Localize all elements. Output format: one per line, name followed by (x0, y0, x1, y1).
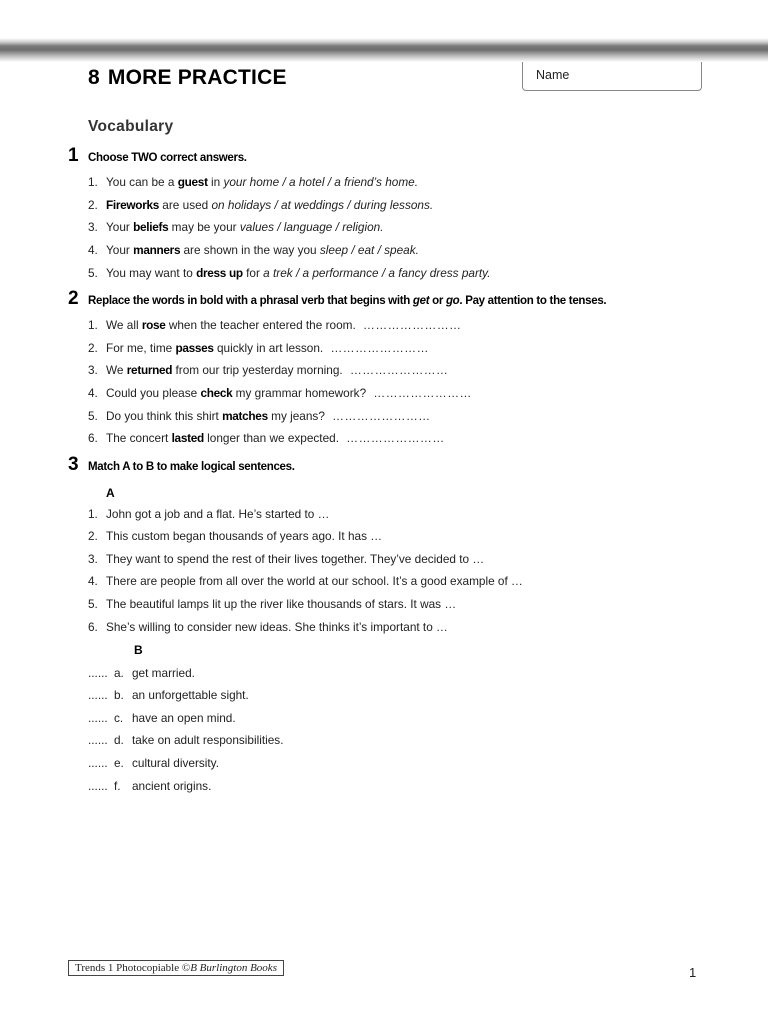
answer-options[interactable]: sleep / eat / speak. (319, 243, 419, 257)
ex3-a-item: 6. She’s willing to consider new ideas. She thinks it’s important to … (88, 620, 448, 634)
answer-options[interactable]: values / language / religion. (239, 220, 384, 234)
ex1-item: 2. Fireworks are used on holidays / at weddings / during lessons. (88, 198, 434, 212)
ex3-a-item: 5. The beautiful lamps lit up the river like thousands of stars. It was … (88, 597, 457, 611)
ex2-item: 1. We all rose when the teacher entered the room. …………………… (88, 318, 462, 332)
column-b-heading: B (134, 643, 143, 657)
answer-blank[interactable]: …………………… (332, 409, 431, 423)
column-a-heading: A (106, 486, 115, 500)
page-title (88, 66, 287, 90)
name-label: Name (536, 68, 570, 82)
ex2-item: 3. We returned from our trip yesterday morning. …………………… (88, 363, 449, 377)
ex3-a-item: 1. John got a job and a flat. He’s started to … (88, 507, 330, 521)
exercise-3-instruction: Match A to B to make logical sentences. (88, 461, 295, 473)
page-number: 1 (689, 965, 697, 980)
match-blank[interactable]: ...... (88, 733, 108, 747)
answer-options[interactable]: a trek / a performance / a fancy dress party. (263, 266, 491, 280)
answer-blank[interactable]: …………………… (346, 431, 445, 445)
answer-blank[interactable]: …………………… (363, 318, 462, 332)
ex1-item: 3. Your beliefs may be your values / language / religion. (88, 220, 384, 234)
exercise-1-instruction: Choose TWO correct answers. (88, 152, 247, 164)
section-heading: Vocabulary (88, 118, 174, 135)
unit-number: 8 (88, 66, 100, 89)
ex3-b-item: ...... a. get married. (88, 666, 195, 680)
answer-options[interactable]: on holidays / at weddings / during lessons. (211, 198, 434, 212)
ex3-a-item: 4. There are people from all over the world at our school. It’s a good example of … (88, 574, 523, 588)
ex3-b-item: ...... e. cultural diversity. (88, 756, 219, 770)
ex3-b-item: ...... c. have an open mind. (88, 711, 236, 725)
ex3-b-item: ...... d. take on adult responsibilities. (88, 733, 284, 747)
ex2-item: 2. For me, time passes quickly in art lesson. …………………… (88, 341, 429, 355)
name-box[interactable] (522, 62, 702, 91)
publisher-brand: B Burlington Books (190, 962, 277, 974)
exercise-2-number: 2 (68, 288, 79, 309)
ex2-item: 4. Could you please check my grammar homework? …………………… (88, 386, 472, 400)
answer-options[interactable]: your home / a hotel / a friend’s home. (223, 175, 418, 189)
exercise-2-instruction: Replace the words in bold with a phrasal verb that begins with get or go. Pay attention to the tenses. (88, 295, 607, 307)
ex3-b-item: ...... b. an unforgettable sight. (88, 688, 249, 702)
exercise-3-number: 3 (68, 454, 79, 475)
top-banner (0, 0, 768, 62)
copyright-footer: Trends 1 Photocopiable ©B Burlington Books (68, 960, 284, 976)
answer-blank[interactable]: …………………… (330, 341, 429, 355)
ex3-a-item: 3. They want to spend the rest of their lives together. They’ve decided to … (88, 552, 485, 566)
answer-blank[interactable]: …………………… (373, 386, 472, 400)
match-blank[interactable]: ...... (88, 756, 108, 770)
match-blank[interactable]: ...... (88, 666, 108, 680)
ex3-a-item: 2. This custom began thousands of years ago. It has … (88, 529, 383, 543)
match-blank[interactable]: ...... (88, 779, 108, 793)
match-blank[interactable]: ...... (88, 688, 108, 702)
ex3-b-item: ...... f. ancient origins. (88, 779, 212, 793)
ex1-item: 5. You may want to dress up for a trek / a performance / a fancy dress party. (88, 266, 491, 280)
ex2-item: 5. Do you think this shirt matches my jeans? …………………… (88, 409, 431, 423)
exercise-1-number: 1 (68, 145, 79, 166)
match-blank[interactable]: ...... (88, 711, 108, 725)
ex1-item: 4. Your manners are shown in the way you sleep / eat / speak. (88, 243, 419, 257)
ex2-item: 6. The concert lasted longer than we expected. …………………… (88, 431, 445, 445)
ex1-item: 1. You can be a guest in your home / a hotel / a friend’s home. (88, 175, 418, 189)
answer-blank[interactable]: …………………… (349, 363, 449, 377)
unit-title: MORE PRACTICE (107, 66, 287, 89)
